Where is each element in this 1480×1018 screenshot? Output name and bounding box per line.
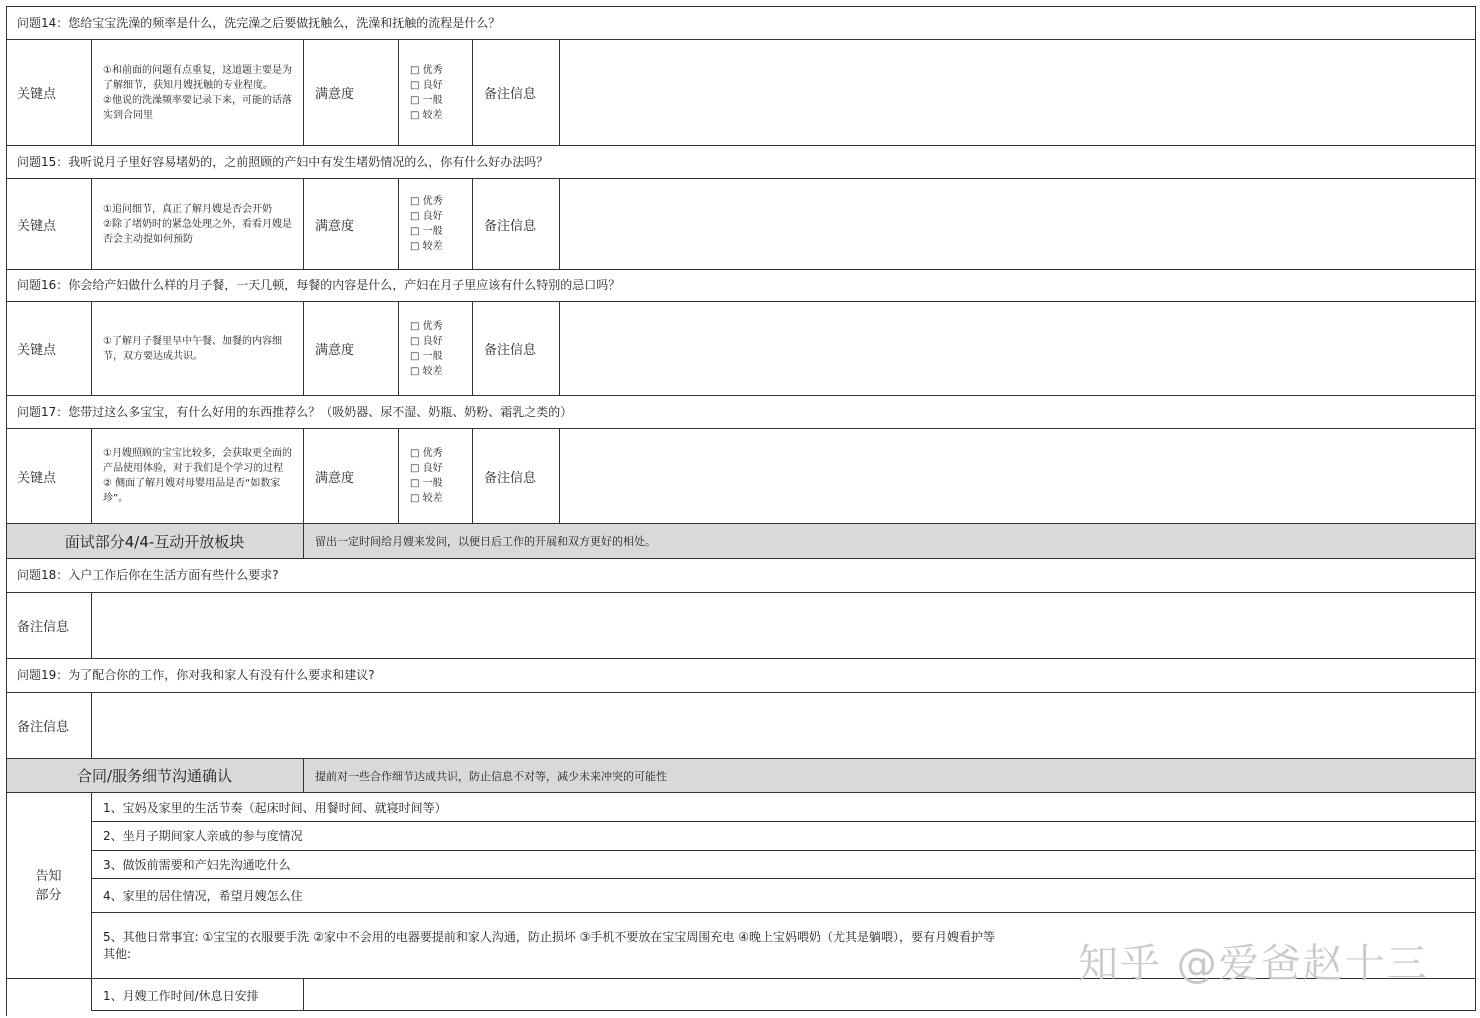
schedule-item-1: 1、月嫂工作时间/休息日安排 — [91, 979, 303, 1011]
remarks-label: 备注信息 — [472, 40, 559, 145]
satisfaction-label: 满意度 — [303, 40, 398, 145]
remarks-field-18[interactable] — [91, 593, 1476, 658]
keypoint-row-16 — [6, 301, 1476, 395]
question-row-19 — [6, 658, 1476, 692]
remarks-field-17[interactable] — [559, 429, 1476, 523]
option-poor[interactable]: □ 较差 — [410, 239, 443, 254]
notice-item-4: 4、家里的居住情况，希望月嫂怎么住 — [103, 888, 303, 903]
section-title: 面试部分4/4-互动开放板块 — [64, 532, 245, 551]
question-17-text: 问题17：您带过这么多宝宝，有什么好用的东西推荐么？（吸奶器、尿不湿、奶瓶、奶粉、霜乳之类的） — [17, 404, 573, 419]
key-points-17: ①月嫂照顾的宝宝比较多，会获取更全面的产品使用体验，对于我们是个学习的过程 ② 侧面了解月嫂对母婴用品是否“如数家珍”。 — [91, 429, 303, 523]
section-header-contract — [6, 758, 1476, 792]
notice-label-line2: 部分 — [35, 887, 62, 903]
satisfaction-label: 满意度 — [303, 179, 398, 269]
remarks-label: 备注信息 — [472, 302, 559, 395]
remarks-label: 备注信息 — [17, 620, 70, 635]
option-good[interactable]: □ 良好 — [410, 461, 443, 476]
section-header-interview — [6, 523, 1476, 558]
option-excellent[interactable]: □ 优秀 — [410, 63, 443, 78]
notice-item-1: 1、宝妈及家里的生活节奏（起床时间、用餐时间、就寝时间等） — [103, 800, 447, 815]
key-points-15: ①追问细节，真正了解月嫂是否会开奶 ②除了堵奶时的紧急处理之外，看看月嫂是否会主动提如何预防 — [91, 179, 303, 269]
question-18-text: 问题18：入户工作后你在生活方面有些什么要求? — [17, 568, 279, 583]
remarks-field-14[interactable] — [559, 40, 1476, 145]
section-title: 合同/服务细节沟通确认 — [76, 767, 233, 785]
watermark: 知乎 @爱爸赵十三 — [1078, 941, 1429, 987]
question-15-text: 问题15：我听说月子里好容易堵奶的，之前照顾的产妇中有发生堵奶情况的么，你有什么好办法吗？ — [17, 154, 549, 169]
option-poor[interactable]: □ 较差 — [410, 491, 443, 506]
schedule-label — [6, 979, 91, 1011]
option-good[interactable]: □ 良好 — [410, 78, 443, 93]
remarks-label: 备注信息 — [472, 179, 559, 269]
question-14-text: 问题14：您给宝宝洗澡的频率是什么，洗完澡之后要做抚触么，洗澡和抚触的流程是什么？ — [17, 15, 501, 30]
remarks-field-19[interactable] — [91, 693, 1476, 758]
notice-label-line1: 告知 — [35, 868, 62, 884]
remarks-field-16[interactable] — [559, 302, 1476, 395]
interview-sheet — [6, 6, 1476, 1016]
option-average[interactable]: □ 一般 — [410, 349, 443, 364]
option-poor[interactable]: □ 较差 — [410, 364, 443, 379]
option-excellent[interactable]: □ 优秀 — [410, 446, 443, 461]
question-16-text: 问题16：你会给产妇做什么样的月子餐，一天几顿，每餐的内容是什么，产妇在月子里应该有什么特别的忌口吗？ — [17, 278, 621, 293]
remarks-field-15[interactable] — [559, 179, 1476, 269]
satisfaction-options-16[interactable] — [398, 302, 472, 395]
notice-item-5-line1: 5、其他日常事宜: ①宝宝的衣服要手洗 ②家中不会用的电器要提前和家人沟通，防止损坏 ③手机不要放在宝宝周围充电 ④晚上宝妈喂奶（尤其是躺喂），要有月嫂看护等 — [103, 930, 995, 944]
question-row-16 — [6, 269, 1476, 301]
option-excellent[interactable]: □ 优秀 — [410, 194, 443, 209]
key-points-16: ①了解月子餐里早中午餐、加餐的内容细节，双方要达成共识。 — [91, 302, 303, 395]
option-good[interactable]: □ 良好 — [410, 209, 443, 224]
key-label: 关键点 — [17, 218, 57, 234]
satisfaction-options-14[interactable] — [398, 40, 472, 145]
notice-label — [6, 793, 91, 978]
keypoint-row-17 — [6, 428, 1476, 523]
key-label: 关键点 — [17, 87, 57, 102]
remarks-row-19 — [6, 692, 1476, 758]
satisfaction-options-17[interactable] — [398, 429, 472, 523]
option-average[interactable]: □ 一般 — [410, 224, 443, 239]
notice-item-3: 3、做饭前需要和产妇先沟通吃什么 — [103, 857, 291, 872]
option-good[interactable]: □ 良好 — [410, 334, 443, 349]
question-row-17 — [6, 395, 1476, 428]
keypoint-row-14 — [6, 39, 1476, 145]
keypoint-row-15 — [6, 178, 1476, 269]
satisfaction-options-15[interactable] — [398, 179, 472, 269]
option-excellent[interactable]: □ 优秀 — [410, 319, 443, 334]
notice-item-5 — [92, 929, 995, 963]
option-average[interactable]: □ 一般 — [410, 93, 443, 108]
remarks-label: 备注信息 — [472, 429, 559, 523]
question-row-15 — [6, 145, 1476, 178]
remarks-label: 备注信息 — [17, 720, 70, 735]
notice-item-2: 2、坐月子期间家人亲戚的参与度情况 — [103, 829, 303, 843]
question-row-18 — [6, 558, 1476, 592]
satisfaction-label: 满意度 — [303, 302, 398, 395]
satisfaction-label: 满意度 — [303, 429, 398, 523]
remarks-row-18 — [6, 592, 1476, 658]
key-label: 关键点 — [17, 470, 57, 486]
option-average[interactable]: □ 一般 — [410, 476, 443, 491]
key-points-14: ①和前面的问题有点重复，这道题主要是为了解细节，获知月嫂抚触的专业程度。 ②他说的洗澡频率要记录下来，可能的话落实到合同里 — [91, 40, 303, 145]
key-label: 关键点 — [17, 343, 57, 358]
option-poor[interactable]: □ 较差 — [410, 108, 443, 123]
section-description: 留出一定时间给月嫂来发问，以便日后工作的开展和双方更好的相处。 — [303, 524, 1476, 558]
notice-item-5-line2: 其他: — [103, 947, 132, 961]
section-description: 提前对一些合作细节达成共识，防止信息不对等，减少未来冲突的可能性 — [303, 759, 1476, 792]
question-row-14 — [6, 6, 1476, 39]
question-19-text: 问题19：为了配合你的工作，你对我和家人有没有什么要求和建议? — [17, 668, 375, 683]
